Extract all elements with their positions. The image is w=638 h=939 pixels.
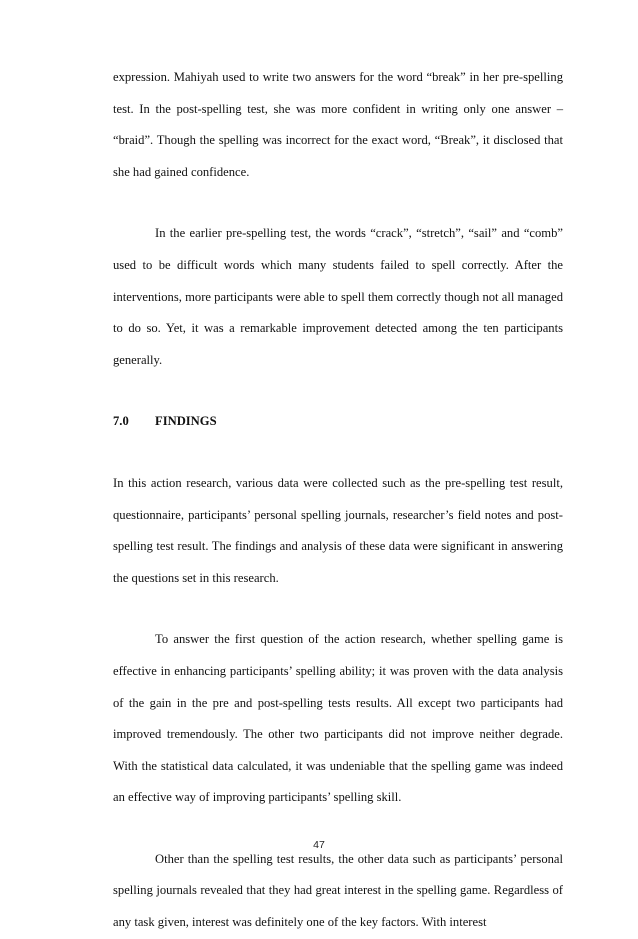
paragraph-first-question: To answer the first question of the action research, whether spelling game is effective in enhancing participants’ spelling ability; it was proven with the data analysis of the gain in the pre and post-spelling tests results. All except two participants had improved tremendously. The other two participants did not improve neither degrade. With the statistical data calculated, it was undeniable that the spelling game was indeed an effective way of improving participants’ spelling skill. <box>113 632 563 805</box>
paragraph-gap <box>113 376 563 406</box>
paragraph-gap <box>113 188 563 218</box>
paragraph-gap <box>113 594 563 624</box>
paragraph-data-collected: In this action research, various data were collected such as the pre-spelling test result, questionnaire, participants’ personal spelling journals, researcher’s field notes and post-spelling test result. The findings and analysis of these data were significant in answering the questions set in this research. <box>113 475 563 585</box>
page-number: 47 <box>313 839 325 851</box>
paragraph-gap <box>113 438 563 468</box>
paragraph-pre-spelling-words: In the earlier pre-spelling test, the words “crack”, “stretch”, “sail” and “comb” used to be difficult words which many students failed to spell correctly. After the interventions, more participants were able to spell them correctly though not all managed to do so. Yet, it was a remarkable improvement detected among the ten participants generally. <box>113 226 563 367</box>
section-title: FINDINGS <box>155 414 217 429</box>
document-body <box>113 62 563 939</box>
section-heading <box>113 406 563 438</box>
paragraph-other-data: Other than the spelling test results, the other data such as participants’ personal spelling journals revealed that they had great interest in the spelling game. Regardless of any task given, interest was definitely one of the key factors. With interest <box>113 851 563 930</box>
paragraph-expression: expression. Mahiyah used to write two answers for the word “break” in her pre-spelling test. In the post-spelling test, she was more confident in writing only one answer – “braid”. Though the spelling was incorrect for the exact word, “Break”, it disclosed that she had gained confidence. <box>113 70 563 179</box>
section-number: 7.0 <box>113 414 129 429</box>
